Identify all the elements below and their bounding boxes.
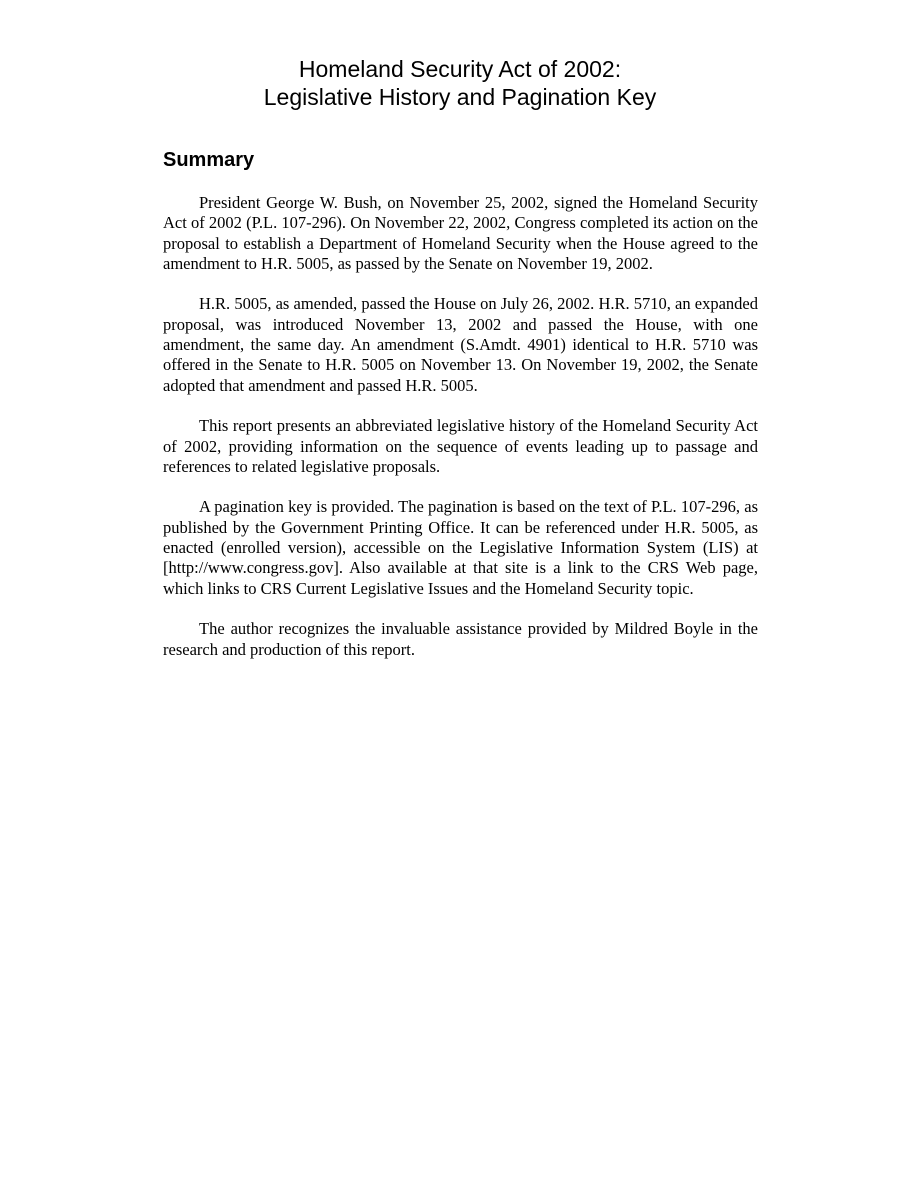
title-line-1: Homeland Security Act of 2002: xyxy=(298,56,622,82)
summary-paragraph: A pagination key is provided. The pagination is based on the text of P.L. 107-296, as published by the Government Printing Office. It can be referenced under H.R. 5005, as enacted (enrolled version), accessible on the Legislative Information System (LIS) at [http://www.congress.gov]. Also available at that site is a link to the CRS Web page, which links to CRS Current Legislative Issues and the Homeland Security topic. xyxy=(163,497,758,598)
summary-paragraph: H.R. 5005, as amended, passed the House on July 26, 2002. H.R. 5710, an expanded proposal, was introduced November 13, 2002 and passed the House, with one amendment, the same day. An amendment (S.Amdt. 4901) identical to H.R. 5710 was offered in the Senate to H.R. 5005 on November 13. On November 19, 2002, the Senate adopted that amendment and passed H.R. 5005. xyxy=(163,294,758,395)
summary-body xyxy=(163,193,758,680)
title-line-2: Legislative History and Pagination Key xyxy=(263,84,657,110)
summary-heading: Summary xyxy=(163,149,255,171)
summary-paragraph: The author recognizes the invaluable assistance provided by Mildred Boyle in the research and production of this report. xyxy=(163,619,758,659)
document-title xyxy=(0,55,920,111)
summary-paragraph: President George W. Bush, on November 25, 2002, signed the Homeland Security Act of 2002 (P.L. 107-296). On November 22, 2002, Congress completed its action on the proposal to establish a Department of Homeland Security when the House agreed to the amendment to H.R. 5005, as passed by the Senate on November 19, 2002. xyxy=(163,193,758,273)
summary-paragraph: This report presents an abbreviated legislative history of the Homeland Security Act of 2002, providing information on the sequence of events leading up to passage and references to related legislative proposals. xyxy=(163,416,758,476)
